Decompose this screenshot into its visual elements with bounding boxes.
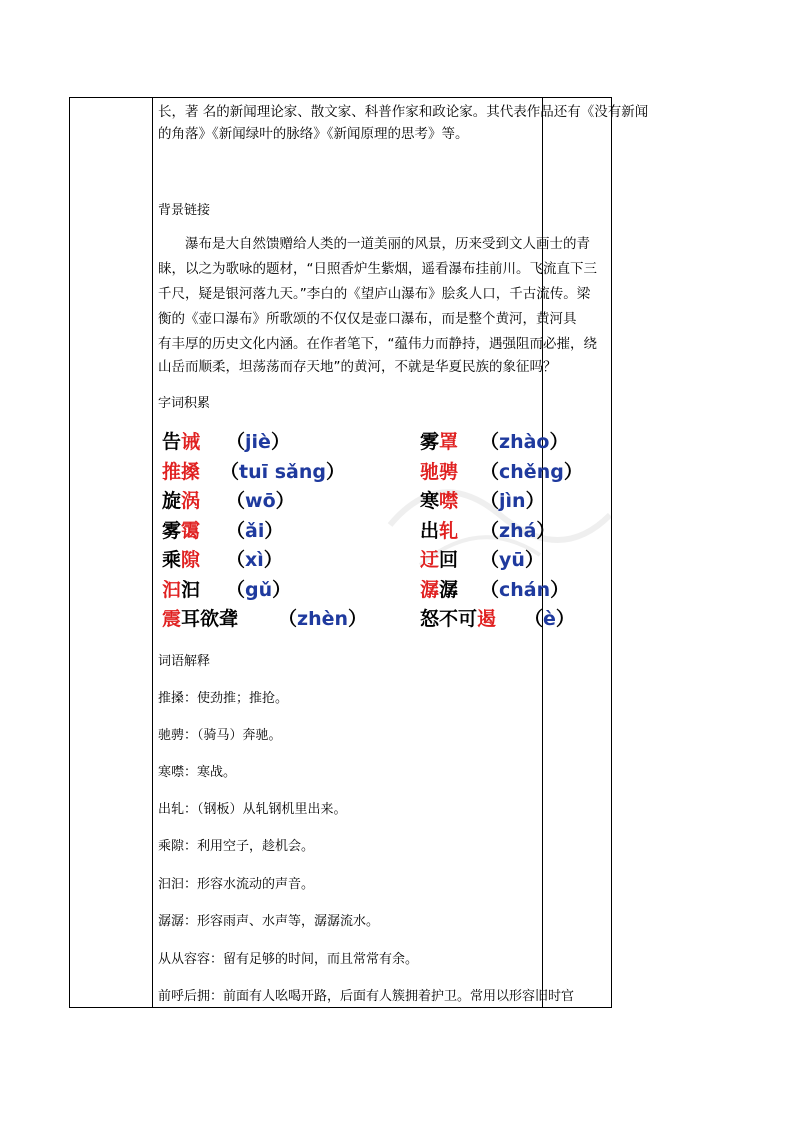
vocab-key-char: 噤 xyxy=(439,490,459,512)
vocab-pinyin-left xyxy=(278,604,367,631)
definition-item: 乘隙：利用空子，趁机会。 xyxy=(158,839,315,854)
pinyin: chěng xyxy=(499,460,564,483)
paren-open: （ xyxy=(480,460,500,483)
pinyin: gǔ xyxy=(245,578,273,601)
paren-close: ） xyxy=(525,490,545,512)
paren-close: ） xyxy=(550,578,570,601)
vocab-key-char: 遏 xyxy=(477,608,497,630)
definition-item: 寒噤：寒战。 xyxy=(158,765,237,780)
vocab-term-right xyxy=(420,427,458,454)
pinyin: è xyxy=(543,608,556,630)
paren-open: （ xyxy=(226,431,246,453)
vocab-row xyxy=(158,575,618,603)
vocab-key-char: 霭 xyxy=(181,519,201,542)
vocab-key-char: 迂 xyxy=(420,549,440,571)
paren-open: （ xyxy=(480,490,500,512)
vocab-pinyin-right xyxy=(524,604,575,631)
vocab-pinyin-left xyxy=(226,575,291,602)
vocab-row xyxy=(158,604,618,632)
vocab-pinyin-right xyxy=(480,516,555,543)
paren-open: （ xyxy=(480,549,500,571)
definition-item: 从从容容：留有足够的时间，而且常常有余。 xyxy=(158,952,419,967)
paren-open: （ xyxy=(220,460,240,483)
vocab-term-left xyxy=(162,457,200,484)
paren-close: ） xyxy=(348,608,368,630)
vocab-key-char: 轧 xyxy=(439,519,459,542)
vocab-char: 告 xyxy=(162,431,182,453)
pinyin: jìn xyxy=(499,490,526,512)
vocab-term-left xyxy=(162,516,200,543)
background-line-3: 千尺，疑是银河落九天。”李白的《望庐山瀑布》脍炙人口，千古流传。梁 xyxy=(158,286,591,302)
paren-close: ） xyxy=(270,431,290,453)
column-divider-left xyxy=(152,98,153,1007)
paren-open: （ xyxy=(480,519,500,542)
pinyin: zhào xyxy=(499,431,550,453)
vocab-char: 出 xyxy=(420,519,440,542)
paren-close: ） xyxy=(563,460,583,483)
vocab-char: 雾 xyxy=(162,519,182,542)
paren-close: ） xyxy=(275,490,295,512)
paren-open: （ xyxy=(226,549,246,571)
vocab-key-char: 震 xyxy=(162,608,182,630)
paren-close: ） xyxy=(264,519,284,542)
vocab-pinyin-right xyxy=(480,486,545,513)
vocab-char: 汩 xyxy=(181,578,201,601)
vocab-char: 雾 xyxy=(420,431,440,453)
paren-open: （ xyxy=(480,431,500,453)
vocab-term-left xyxy=(162,545,200,572)
vocab-char: 潺 xyxy=(439,578,459,601)
intro-line-1: 长，著 名的新闻理论家、散文家、科普作家和政论家。其代表作品还有《没有新闻 xyxy=(158,104,649,120)
vocab-char: 寒 xyxy=(420,490,440,512)
vocab-row xyxy=(158,427,618,455)
pinyin: chán xyxy=(499,578,551,601)
paren-open: （ xyxy=(480,578,500,601)
background-line-4: 衡的《壶口瀑布》所歌颂的不仅仅是壶口瀑布，而是整个黄河，黄河具 xyxy=(158,311,577,327)
background-line-6: 山岳而顺柔，坦荡荡而存天地”的黄河，不就是华夏民族的象征吗？ xyxy=(158,359,557,375)
definition-item: 前呼后拥：前面有人吆喝开路，后面有人簇拥着护卫。常用以形容旧时官 xyxy=(158,989,575,1004)
vocab-row xyxy=(158,457,618,485)
paren-open: （ xyxy=(226,519,246,542)
vocab-key-char: 隙 xyxy=(181,549,201,571)
vocab-term-left xyxy=(162,427,200,454)
paren-close: ） xyxy=(555,608,575,630)
vocab-row xyxy=(158,545,618,573)
vocab-pinyin-left xyxy=(226,545,283,572)
definition-item: 汩汩：形容水流动的声音。 xyxy=(158,877,315,892)
pinyin: zhá xyxy=(499,519,537,542)
vocab-key-char: 涡 xyxy=(181,490,201,512)
vocab-term-left xyxy=(162,604,238,631)
paren-open: （ xyxy=(226,490,246,512)
vocab-key-char: 推搡 xyxy=(162,460,201,483)
vocab-char: 乘 xyxy=(162,549,182,571)
paren-open: （ xyxy=(524,608,544,630)
vocab-key-char: 诫 xyxy=(181,431,201,453)
definition-item: 驰骋：（骑马）奔驰。 xyxy=(158,728,282,743)
vocab-pinyin-left xyxy=(220,457,345,484)
vocab-char: 回 xyxy=(439,549,459,571)
vocab-term-right xyxy=(420,516,458,543)
pinyin: xì xyxy=(245,549,264,571)
pinyin: yū xyxy=(499,549,525,571)
definition-item: 潺潺：形容雨声、水声等，潺潺流水。 xyxy=(158,914,380,929)
intro-line-2: 的角落》《新闻绿叶的脉络》《新闻原理的思考》等。 xyxy=(158,126,469,142)
pinyin: wō xyxy=(245,490,276,512)
vocab-key-char: 潺 xyxy=(420,578,440,601)
vocab-row xyxy=(158,486,618,514)
vocab-pinyin-right xyxy=(480,545,544,572)
paren-open: （ xyxy=(226,578,246,601)
paren-close: ） xyxy=(549,431,569,453)
pinyin: jiè xyxy=(245,431,271,453)
pinyin: tuī sǎng xyxy=(239,460,327,483)
vocab-pinyin-right xyxy=(480,575,569,602)
vocab-term-right xyxy=(420,575,458,602)
vocab-pinyin-left xyxy=(226,516,283,543)
vocab-term-right xyxy=(420,604,496,631)
pinyin: ǎi xyxy=(245,519,265,542)
background-line-5: 有丰厚的历史文化内涵。在作者笔下，“蕴伟力而静持，遇强阻而必摧，绕 xyxy=(158,336,597,352)
vocab-char: 旋 xyxy=(162,490,182,512)
vocab-char: 耳欲聋 xyxy=(181,608,239,630)
vocab-char: 怒不可 xyxy=(420,608,478,630)
vocab-pinyin-left xyxy=(226,486,295,513)
vocab-row xyxy=(158,516,618,544)
background-heading: 背景链接 xyxy=(158,203,211,218)
vocab-term-right xyxy=(420,545,458,572)
paren-close: ） xyxy=(263,549,283,571)
background-line-1: 瀑布是大自然馈赠给人类的一道美丽的风景，历来受到文人画士的青 xyxy=(158,236,590,252)
paren-open: （ xyxy=(278,608,298,630)
background-line-2: 睐，以之为歌咏的题材，“日照香炉生紫烟，遥看瀑布挂前川。飞流直下三 xyxy=(158,261,597,277)
vocab-pinyin-right xyxy=(480,427,569,454)
vocab-pinyin-left xyxy=(226,427,290,454)
vocab-heading: 字词积累 xyxy=(158,396,211,411)
vocab-term-left xyxy=(162,486,200,513)
paren-close: ） xyxy=(326,460,346,483)
definition-item: 推搡：使劲推；推抢。 xyxy=(158,691,289,706)
definition-item: 出轧：（钢板）从轧钢机里出来。 xyxy=(158,802,347,817)
vocab-pinyin-right xyxy=(480,457,583,484)
vocab-term-right xyxy=(420,486,458,513)
vocab-key-char: 罩 xyxy=(439,431,459,453)
definitions-heading: 词语解释 xyxy=(158,654,211,669)
paren-close: ） xyxy=(524,549,544,571)
paren-close: ） xyxy=(536,519,556,542)
vocab-key-char: 汩 xyxy=(162,578,182,601)
vocab-key-char: 驰骋 xyxy=(420,460,459,483)
paren-close: ） xyxy=(272,578,292,601)
vocab-term-left xyxy=(162,575,200,602)
pinyin: zhèn xyxy=(297,608,349,630)
vocab-term-right xyxy=(420,457,458,484)
